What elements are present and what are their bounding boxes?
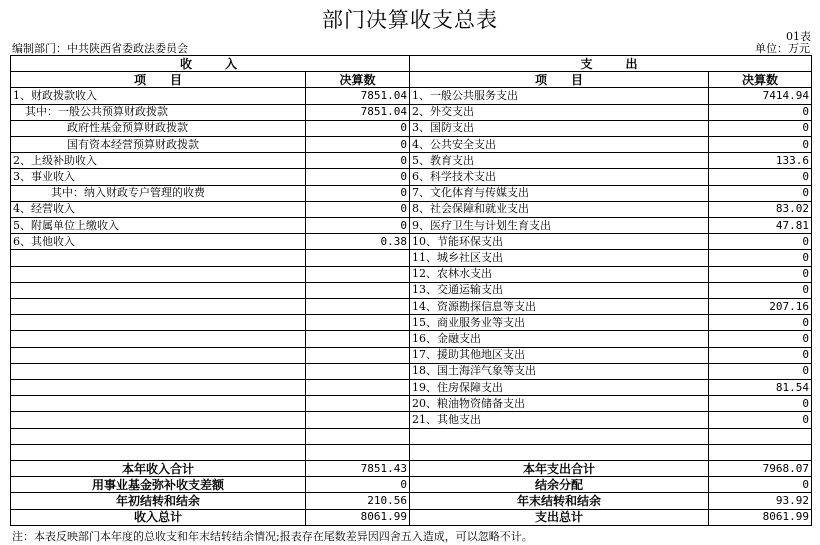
department-label: 编制部门：中共陕西省委政法委员会 <box>12 42 188 55</box>
expense-amount: 0 <box>709 363 812 379</box>
income-item: 3、事业收入 <box>11 169 306 185</box>
income-item <box>11 396 306 412</box>
income-amount <box>306 299 410 315</box>
total-row <box>11 461 812 477</box>
income-amount <box>306 380 410 396</box>
section-header-row <box>11 56 812 72</box>
income-amount: 0 <box>306 201 410 217</box>
expense-item: 15、商业服务业等支出 <box>410 315 709 331</box>
income-amount: 0 <box>306 120 410 136</box>
table-row <box>11 396 812 412</box>
income-item: 1、财政拨款收入 <box>11 88 306 104</box>
income-amount <box>306 347 410 363</box>
income-item <box>11 331 306 347</box>
expense-amount <box>709 444 812 460</box>
table-row <box>11 218 812 234</box>
income-item <box>11 282 306 298</box>
income-item: 5、附属单位上缴收入 <box>11 218 306 234</box>
table-row <box>11 428 812 444</box>
income-item <box>11 315 306 331</box>
income-amount-header: 决算数 <box>306 72 410 88</box>
income-item: 其中：一般公共预算财政拨款 <box>11 104 306 120</box>
table-row <box>11 234 812 250</box>
expense-item-header: 项 目 <box>410 72 709 88</box>
income-amount <box>306 282 410 298</box>
expense-item: 14、资源勘探信息等支出 <box>410 299 709 315</box>
income-amount: 0 <box>306 137 410 153</box>
expense-amount: 0 <box>709 137 812 153</box>
income-item-header: 项 目 <box>11 72 306 88</box>
meta-row <box>12 40 810 54</box>
expense-amount: 47.81 <box>709 218 812 234</box>
expense-amount: 83.02 <box>709 201 812 217</box>
expense-amount: 0 <box>709 412 812 428</box>
income-section-header: 收 入 <box>11 56 410 72</box>
income-total-amount: 8061.99 <box>306 509 410 525</box>
table-row <box>11 315 812 331</box>
income-amount <box>306 428 410 444</box>
income-item <box>11 250 306 266</box>
income-item <box>11 412 306 428</box>
expense-amount: 81.54 <box>709 380 812 396</box>
income-item: 其中：纳入财政专户管理的收费 <box>11 185 306 201</box>
table-row <box>11 201 812 217</box>
expense-item: 4、公共安全支出 <box>410 137 709 153</box>
expense-item: 19、住房保障支出 <box>410 380 709 396</box>
expense-item: 3、国防支出 <box>410 120 709 136</box>
expense-section-header: 支 出 <box>410 56 812 72</box>
expense-amount: 0 <box>709 169 812 185</box>
expense-total-amount: 7968.07 <box>709 461 812 477</box>
expense-amount-header: 决算数 <box>709 72 812 88</box>
expense-item: 9、医疗卫生与计划生育支出 <box>410 218 709 234</box>
income-amount <box>306 266 410 282</box>
expense-item: 2、外交支出 <box>410 104 709 120</box>
expense-amount: 0 <box>709 315 812 331</box>
income-amount: 0.38 <box>306 234 410 250</box>
table-number: 01表 <box>786 30 811 43</box>
table-row <box>11 169 812 185</box>
total-row <box>11 509 812 525</box>
income-item <box>11 266 306 282</box>
table-row <box>11 266 812 282</box>
expense-item: 7、文化体育与传媒支出 <box>410 185 709 201</box>
table-row <box>11 137 812 153</box>
expense-item: 8、社会保障和就业支出 <box>410 201 709 217</box>
income-amount <box>306 412 410 428</box>
income-amount <box>306 315 410 331</box>
expense-total-amount: 8061.99 <box>709 509 812 525</box>
income-amount <box>306 331 410 347</box>
expense-total-label: 年末结转和结余 <box>410 493 709 509</box>
budget-summary-table <box>10 55 812 526</box>
income-amount: 0 <box>306 169 410 185</box>
expense-total-amount: 93.92 <box>709 493 812 509</box>
income-item: 6、其他收入 <box>11 234 306 250</box>
expense-amount: 0 <box>709 266 812 282</box>
expense-item: 21、其他支出 <box>410 412 709 428</box>
total-row <box>11 493 812 509</box>
table-row <box>11 380 812 396</box>
income-total-amount: 0 <box>306 477 410 493</box>
income-amount: 0 <box>306 218 410 234</box>
income-item: 4、经营收入 <box>11 201 306 217</box>
income-item <box>11 363 306 379</box>
table-row <box>11 299 812 315</box>
expense-amount: 207.16 <box>709 299 812 315</box>
income-item <box>11 299 306 315</box>
expense-item: 11、城乡社区支出 <box>410 250 709 266</box>
income-total-label: 年初结转和结余 <box>11 493 306 509</box>
table-row <box>11 185 812 201</box>
income-item <box>11 444 306 460</box>
expense-item: 17、援助其他地区支出 <box>410 347 709 363</box>
table-row <box>11 120 812 136</box>
income-amount <box>306 444 410 460</box>
expense-amount: 133.6 <box>709 153 812 169</box>
expense-amount: 0 <box>709 250 812 266</box>
expense-amount: 0 <box>709 234 812 250</box>
table-row <box>11 282 812 298</box>
table-row <box>11 412 812 428</box>
table-row <box>11 153 812 169</box>
expense-amount: 0 <box>709 347 812 363</box>
expense-amount: 0 <box>709 185 812 201</box>
income-total-label: 本年收入合计 <box>11 461 306 477</box>
expense-amount <box>709 428 812 444</box>
income-item <box>11 347 306 363</box>
table-row <box>11 250 812 266</box>
income-total-amount: 210.56 <box>306 493 410 509</box>
page-title: 部门决算收支总表 <box>322 8 498 32</box>
income-total-label: 收入总计 <box>11 509 306 525</box>
expense-item: 20、粮油物资储备支出 <box>410 396 709 412</box>
income-amount: 7851.04 <box>306 104 410 120</box>
income-item: 政府性基金预算财政拨款 <box>11 120 306 136</box>
table-row <box>11 88 812 104</box>
table-row <box>11 331 812 347</box>
expense-total-amount: 0 <box>709 477 812 493</box>
unit-label: 单位：万元 <box>755 42 810 55</box>
income-item <box>11 428 306 444</box>
expense-item: 18、国土海洋气象等支出 <box>410 363 709 379</box>
expense-amount: 0 <box>709 331 812 347</box>
expense-total-label: 本年支出合计 <box>410 461 709 477</box>
income-amount: 7851.04 <box>306 88 410 104</box>
expense-item: 12、农林水支出 <box>410 266 709 282</box>
expense-total-label: 结余分配 <box>410 477 709 493</box>
income-item: 国有资本经营预算财政拨款 <box>11 137 306 153</box>
income-amount <box>306 363 410 379</box>
income-amount <box>306 250 410 266</box>
expense-amount: 7414.94 <box>709 88 812 104</box>
table-row <box>11 347 812 363</box>
income-total-amount: 7851.43 <box>306 461 410 477</box>
income-amount <box>306 396 410 412</box>
table-row <box>11 104 812 120</box>
income-amount: 0 <box>306 185 410 201</box>
income-item <box>11 380 306 396</box>
expense-item: 10、节能环保支出 <box>410 234 709 250</box>
expense-item: 6、科学技术支出 <box>410 169 709 185</box>
income-total-label: 用事业基金弥补收支差额 <box>11 477 306 493</box>
table-row <box>11 363 812 379</box>
footnote: 注：本表反映部门本年度的总收支和年末结转结余情况;报表存在尾数差异因四舍五入造成，可以忽略不计。 <box>12 530 533 543</box>
expense-item: 5、教育支出 <box>410 153 709 169</box>
expense-amount: 0 <box>709 104 812 120</box>
total-row <box>11 477 812 493</box>
expense-item: 16、金融支出 <box>410 331 709 347</box>
income-item: 2、上级补助收入 <box>11 153 306 169</box>
expense-amount: 0 <box>709 282 812 298</box>
income-amount: 0 <box>306 153 410 169</box>
expense-item: 1、一般公共服务支出 <box>410 88 709 104</box>
column-header-row <box>11 72 812 88</box>
expense-amount: 0 <box>709 396 812 412</box>
expense-item: 13、交通运输支出 <box>410 282 709 298</box>
table-row <box>11 444 812 460</box>
expense-item <box>410 444 709 460</box>
expense-item <box>410 428 709 444</box>
expense-total-label: 支出总计 <box>410 509 709 525</box>
expense-amount: 0 <box>709 120 812 136</box>
